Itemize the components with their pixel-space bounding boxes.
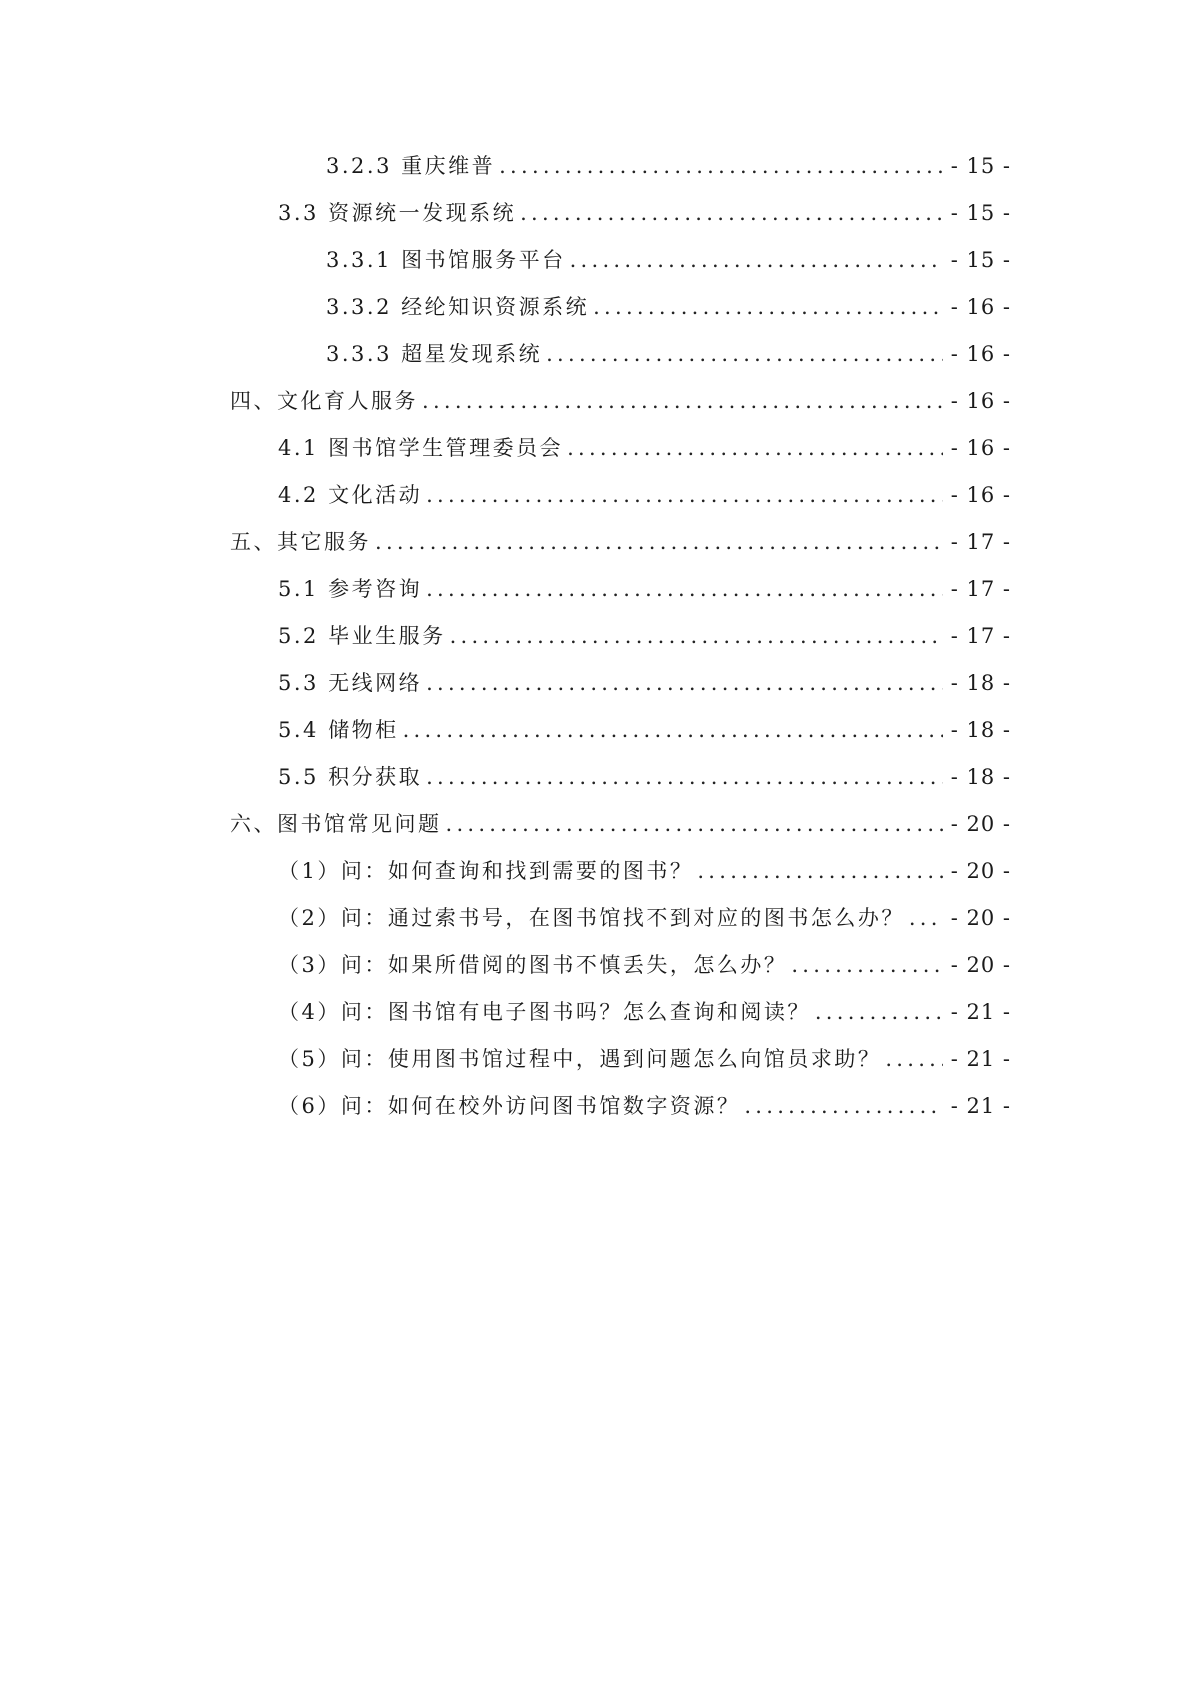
toc-entry[interactable]	[326, 148, 1011, 184]
toc-entry[interactable]	[230, 524, 1011, 560]
toc-entry[interactable]	[278, 1041, 1011, 1077]
dot-leader	[450, 618, 943, 654]
dot-leader	[422, 383, 943, 419]
toc-entry-title: 4.2 文化活动	[278, 483, 423, 507]
toc-entry-title: （3）问：如果所借阅的图书不慎丢失，怎么办？	[278, 953, 788, 977]
toc-entry-page: - 21 -	[950, 1094, 1011, 1118]
toc-entry-page: - 16 -	[950, 389, 1011, 413]
toc-entry-page: - 16 -	[950, 342, 1011, 366]
toc-entry-title: 5.4 储物柜	[278, 718, 399, 742]
toc-entry-title: （5）问：使用图书馆过程中，遇到问题怎么向馆员求助？	[278, 1047, 882, 1071]
toc-entry-page: - 20 -	[950, 812, 1011, 836]
toc-entry[interactable]	[278, 571, 1011, 607]
toc-entry[interactable]	[278, 618, 1011, 654]
toc-entry-title: 5.3 无线网络	[278, 671, 423, 695]
dot-leader	[426, 759, 943, 795]
toc-entry-page: - 18 -	[950, 671, 1011, 695]
toc-entry-page: - 18 -	[950, 718, 1011, 742]
toc-entry[interactable]	[278, 947, 1011, 983]
toc-entry-page: - 16 -	[950, 436, 1011, 460]
toc-entry-title: 五、其它服务	[230, 530, 371, 554]
toc-entry-page: - 15 -	[950, 154, 1011, 178]
toc-entry-page: - 21 -	[950, 1047, 1011, 1071]
toc-entry[interactable]	[278, 994, 1011, 1030]
toc-entry[interactable]	[326, 336, 1011, 372]
dot-leader	[426, 477, 943, 513]
toc-entry-title: 四、文化育人服务	[230, 389, 418, 413]
toc-entry-title: 3.3.3 超星发现系统	[326, 342, 543, 366]
dot-leader	[403, 712, 943, 748]
toc-entry-title: 5.2 毕业生服务	[278, 624, 446, 648]
toc-entry[interactable]	[230, 806, 1011, 842]
toc-entry[interactable]	[278, 665, 1011, 701]
toc-entry-title: 3.3.2 经纶知识资源系统	[326, 295, 590, 319]
toc-entry-page: - 18 -	[950, 765, 1011, 789]
toc-entry-title: （6）问：如何在校外访问图书馆数字资源？	[278, 1094, 741, 1118]
dot-leader	[546, 336, 943, 372]
dot-leader	[446, 806, 943, 842]
toc-entry-page: - 17 -	[950, 577, 1011, 601]
dot-leader	[570, 242, 943, 278]
toc-entry-page: - 17 -	[950, 530, 1011, 554]
toc-entry-page: - 20 -	[950, 906, 1011, 930]
dot-leader	[697, 853, 942, 889]
dot-leader	[520, 195, 943, 231]
toc-entry-page: - 20 -	[950, 859, 1011, 883]
dot-leader	[744, 1088, 942, 1124]
toc-entry-page: - 15 -	[950, 248, 1011, 272]
dot-leader	[593, 289, 943, 325]
toc-entry[interactable]	[278, 430, 1011, 466]
dot-leader	[885, 1041, 942, 1077]
dot-leader	[426, 665, 943, 701]
dot-leader	[791, 947, 942, 983]
toc-entry[interactable]	[326, 242, 1011, 278]
toc-entry-title: 5.5 积分获取	[278, 765, 423, 789]
toc-entry-page: - 17 -	[950, 624, 1011, 648]
toc-entry-title: 3.3 资源统一发现系统	[278, 201, 517, 225]
toc-entry-title: 六、图书馆常见问题	[230, 812, 442, 836]
dot-leader	[375, 524, 943, 560]
toc-entry-title: （2）问：通过索书号，在图书馆找不到对应的图书怎么办？	[278, 906, 905, 930]
toc-entry-page: - 20 -	[950, 953, 1011, 977]
toc-entry-title: （1）问：如何查询和找到需要的图书？	[278, 859, 694, 883]
toc-entry-title: 5.1 参考咨询	[278, 577, 423, 601]
dot-leader	[815, 994, 943, 1030]
toc-entry-title: 4.1 图书馆学生管理委员会	[278, 436, 564, 460]
dot-leader	[909, 900, 943, 936]
toc-entry[interactable]	[278, 853, 1011, 889]
dot-leader	[426, 571, 943, 607]
toc-entry-page: - 21 -	[950, 1000, 1011, 1024]
toc-entry-title: 3.3.1 图书馆服务平台	[326, 248, 566, 272]
toc-entry[interactable]	[278, 1088, 1011, 1124]
toc-entry[interactable]	[278, 900, 1011, 936]
dot-leader	[499, 148, 943, 184]
toc-entry-title: （4）问：图书馆有电子图书吗？怎么查询和阅读？	[278, 1000, 811, 1024]
toc-entry[interactable]	[326, 289, 1011, 325]
toc-entry-page: - 16 -	[950, 483, 1011, 507]
toc-entry[interactable]	[278, 477, 1011, 513]
toc-entry-page: - 15 -	[950, 201, 1011, 225]
toc-entry[interactable]	[278, 712, 1011, 748]
toc-entry-page: - 16 -	[950, 295, 1011, 319]
dot-leader	[567, 430, 943, 466]
toc-entry[interactable]	[230, 383, 1011, 419]
toc-entry-title: 3.2.3 重庆维普	[326, 154, 496, 178]
toc-entry[interactable]	[278, 195, 1011, 231]
toc-entry[interactable]	[278, 759, 1011, 795]
